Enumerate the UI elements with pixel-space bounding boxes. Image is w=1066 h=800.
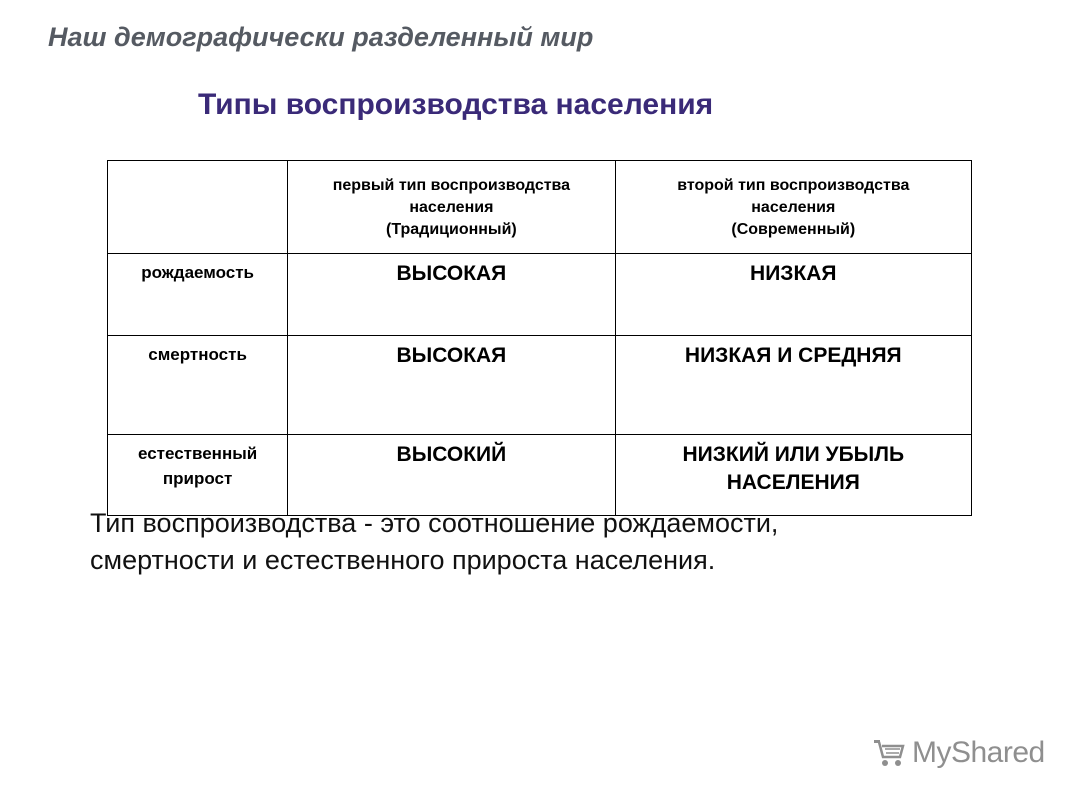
- header-empty-cell: [108, 161, 288, 254]
- slide-title: Типы воспроизводства населения: [198, 88, 714, 121]
- natural-growth-modern: НИЗКИЙ ИЛИ УБЫЛЬ НАСЕЛЕНИЯ: [615, 435, 971, 516]
- slide-header: Наш демографически разделенный мир: [48, 22, 594, 52]
- table-row-natural-growth: [108, 435, 972, 516]
- natural-growth-traditional: ВЫСОКИЙ: [288, 435, 615, 516]
- birth-rate-traditional: ВЫСОКАЯ: [288, 254, 615, 336]
- row-label-death-rate: смертность: [108, 336, 288, 435]
- table-header-row: [108, 161, 972, 254]
- watermark-text: MyShared: [912, 736, 1045, 769]
- death-rate-modern: НИЗКАЯ И СРЕДНЯЯ: [615, 336, 971, 435]
- watermark[interactable]: [872, 736, 1045, 770]
- header-modern-type: второй тип воспроизводства населения (Современный): [615, 161, 971, 254]
- row-label-birth-rate: рождаемость: [108, 254, 288, 336]
- table-row-death-rate: [108, 336, 972, 435]
- definition-text: Тип воспроизводства - это соотношение рождаемости, смертности и естественного прироста населения.: [90, 508, 779, 575]
- death-rate-traditional: ВЫСОКАЯ: [288, 336, 615, 435]
- birth-rate-modern: НИЗКАЯ: [615, 254, 971, 336]
- shopping-cart-icon: [872, 738, 906, 768]
- row-label-natural-growth: естественный прирост: [108, 435, 288, 516]
- header-traditional-type: первый тип воспроизводства населения (Традиционный): [288, 161, 615, 254]
- table-row-birth-rate: [108, 254, 972, 336]
- reproduction-types-table: [107, 160, 972, 516]
